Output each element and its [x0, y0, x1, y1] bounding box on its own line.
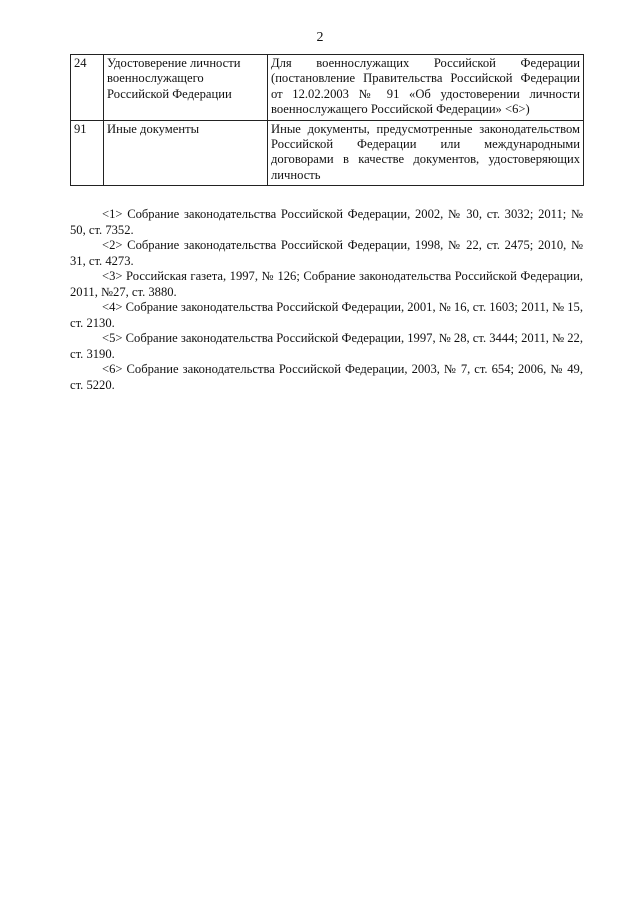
document-name: Иные документы	[104, 120, 268, 186]
document-code: 24	[71, 55, 104, 121]
footnote-2: <2> Собрание законодательства Российской Федерации, 1998, № 22, ст. 2475; 2010, № 31, ст. 4273.	[70, 238, 583, 268]
table-row	[71, 120, 584, 186]
page-number: 2	[316, 30, 324, 45]
footnote-1: <1> Собрание законодательства Российской Федерации, 2002, № 30, ст. 3032; 2011; № 50, ст. 7352.	[70, 207, 583, 237]
table-row	[71, 55, 584, 121]
identity-documents-table	[70, 54, 584, 186]
footnote-6: <6> Собрание законодательства Российской Федерации, 2003, № 7, ст. 654; 2006, № 49, ст. 5220.	[70, 362, 583, 392]
document-description: Для военнослужащих Российской Федерации (постановление Правительства Российской Федерации от 12.02.2003 № 91 «Об удостоверении личности военнослужащего Российской Федерации» <6>)	[268, 55, 584, 121]
document-name: Удостоверение личности военнослужащего Российской Федерации	[104, 55, 268, 121]
document-code: 91	[71, 120, 104, 186]
footnotes	[70, 207, 583, 393]
footnote-4: <4> Собрание законодательства Российской Федерации, 2001, № 16, ст. 1603; 2011, № 15, ст. 2130.	[70, 300, 584, 330]
footnote-5: <5> Собрание законодательства Российской Федерации, 1997, № 28, ст. 3444; 2011, № 22, ст. 3190.	[70, 331, 584, 361]
document-description: Иные документы, предусмотренные законодательством Российской Федерации или международными договорами в качестве документов, удостоверяющих личность	[268, 120, 584, 186]
footnote-3: <3> Российская газета, 1997, № 126; Собрание законодательства Российской Федерации, 2011, №27, ст. 3880.	[70, 269, 583, 299]
